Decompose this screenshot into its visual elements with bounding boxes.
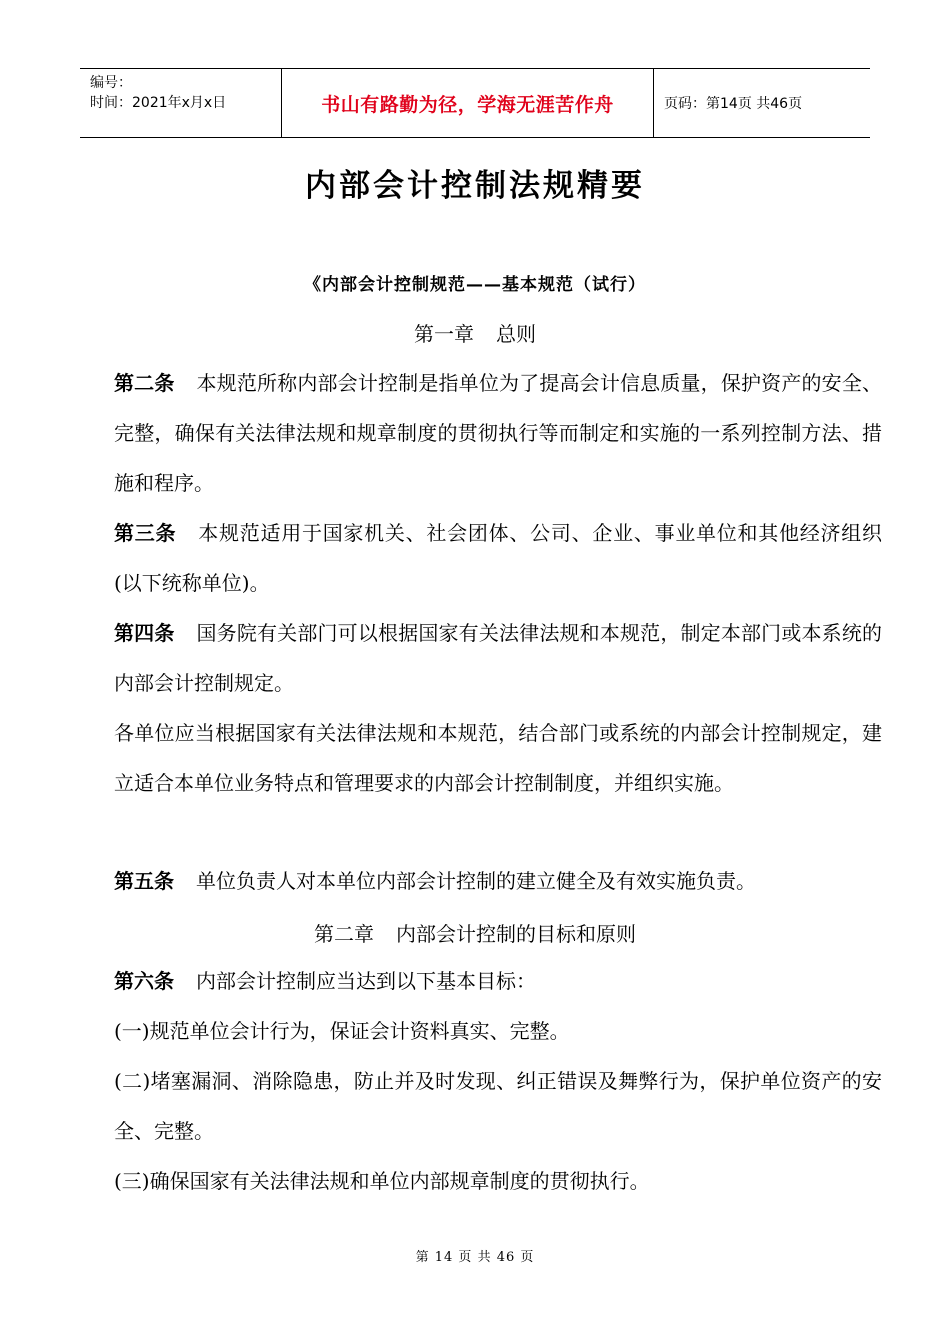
article-text: 本规范所称内部会计控制是指单位为了提高会计信息质量，保护资产的安全、完整，确保有关法律法规和规章制度的贯彻执行等而制定和实施的一系列控制方法、措施和程序。 [114,371,882,495]
article-6 [92,956,882,1006]
article-label: 第四条 [114,621,175,645]
chapter-name: 内部会计控制的目标和原则 [396,922,636,946]
chapter-heading-1 [0,318,950,347]
article-text: 内部会计控制应当达到以下基本目标： [196,969,536,993]
list-item-2: (二)堵塞漏洞、消除隐患，防止并及时发现、纠正错误及舞弊行为，保护单位资产的安全、完整。 [114,1069,882,1143]
article-label: 第五条 [114,869,174,893]
article-3 [92,508,882,608]
article-4-paragraph-2: 各单位应当根据国家有关法律法规和本规范，结合部门或系统的内部会计控制规定，建立适合本单位业务特点和管理要求的内部会计控制制度，并组织实施。 [114,721,882,795]
article-2 [92,358,882,508]
document-title: 内部会计控制法规精要 [305,168,645,204]
article-5 [92,856,882,906]
article-4 [92,608,882,708]
chapter-number: 第一章 [414,322,474,346]
header-meta [80,69,282,137]
article-text: 本规范适用于国家机关、社会团体、公司、企业、事业单位和其他经济组织(以下统称单位)。 [114,521,883,595]
header-motto-cell [282,69,654,137]
header-page-info: 页码：第14页 共46页 [664,96,803,112]
chapter-name: 总则 [496,322,536,346]
date-label: 时间：2021年x月x日 [90,95,227,111]
chapter-heading-2 [0,918,950,947]
header-table [80,68,870,138]
article-text: 国务院有关部门可以根据国家有关法律法规和本规范，制定本部门或本系统的内部会计控制规定。 [114,621,882,695]
article-label: 第六条 [114,969,174,993]
number-label: 编号： [90,75,132,91]
article-text: 单位负责人对本单位内部会计控制的建立健全及有效实施负责。 [196,869,756,893]
list-item-1: (一)规范单位会计行为，保证会计资料真实、完整。 [114,1019,570,1043]
list-item-3: (三)确保国家有关法律法规和单位内部规章制度的贯彻执行。 [114,1169,650,1193]
header-motto: 书山有路勤为径，学海无涯苦作舟 [321,93,614,116]
article-label: 第三条 [114,521,177,545]
document-subtitle: 《内部会计控制规范——基本规范（试行） [304,275,646,295]
article-label: 第二条 [114,371,175,395]
chapter-number: 第二章 [314,922,374,946]
page-footer: 第 14 页 共 46 页 [415,1250,535,1265]
